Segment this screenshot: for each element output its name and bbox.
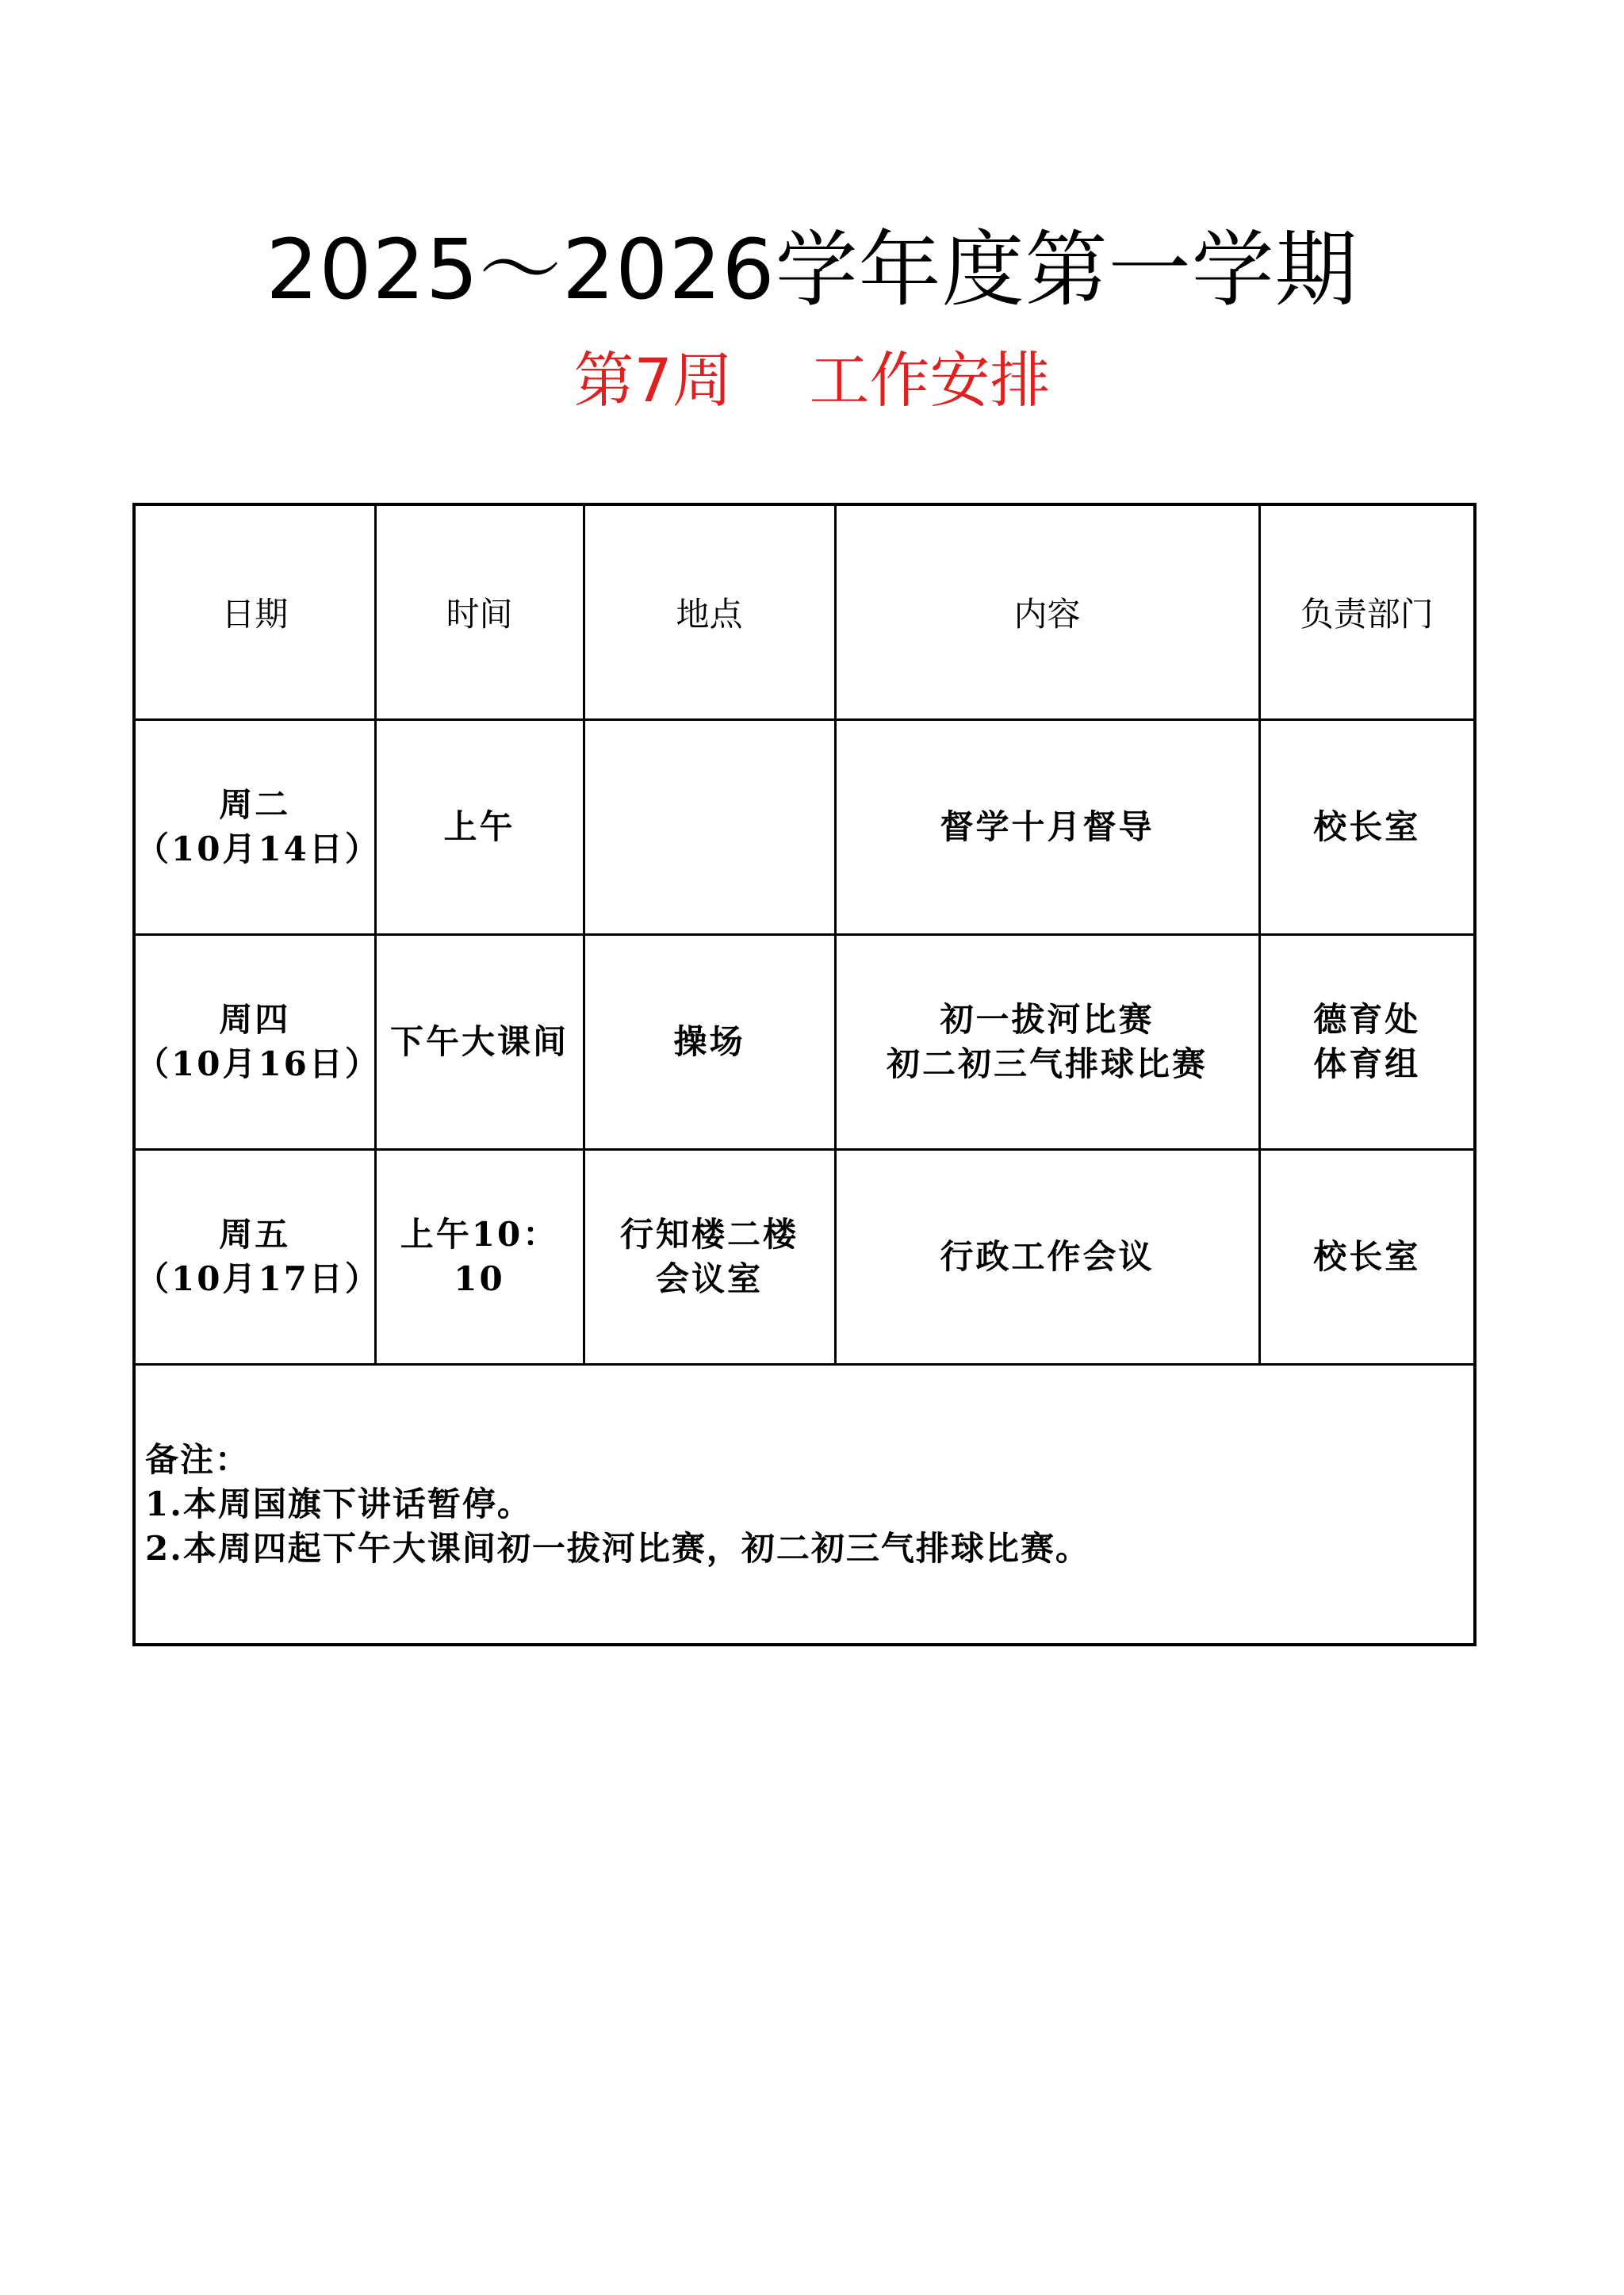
notes-item: 1.本周国旗下讲话暂停。 [145,1485,532,1523]
date-weekday: 周二 [219,785,291,824]
cell-place [584,720,835,935]
table-header-row [134,504,1475,720]
notes-heading: 备注： [145,1440,251,1479]
table-row [134,1150,1475,1365]
date-weekday: 周四 [219,1000,291,1039]
time-text: 上午10：10 [400,1215,559,1298]
cell-place [584,935,835,1150]
cell-dept [1259,935,1475,1150]
time-text: 上午 [443,807,515,846]
cell-dept [1259,1150,1475,1365]
table-row [134,935,1475,1150]
notes-item: 2.本周四起下午大课间初一拔河比赛，初二初三气排球比赛。 [145,1529,1090,1568]
document-title: 2025～2026学年度第一学期 [266,221,1358,318]
date-day: （10月17日） [136,1259,381,1298]
cell-content [835,720,1259,935]
notes-cell [134,1365,1475,1646]
cell-date [134,1150,381,1365]
time-text: 下午大课间 [389,1022,569,1061]
cell-time [375,1150,584,1365]
place-text: 行知楼二楼 [619,1215,799,1254]
cell-content [835,1150,1259,1365]
cell-time [375,720,584,935]
column-header-date: 日期 [134,504,375,720]
cell-dept [1259,720,1475,935]
notes-row [134,1365,1475,1646]
date-day: （10月14日） [136,829,381,868]
dept-text: 校长室 [1313,1237,1421,1276]
date-weekday: 周五 [219,1215,291,1254]
content-text: 初一拔河比赛 [940,1000,1155,1039]
content-text: 初二初三气排球比赛 [886,1044,1208,1083]
document-subtitle: 第7周 工作安排 [573,345,1051,416]
place-text: 会议室 [655,1259,763,1298]
schedule-table [132,503,1477,1646]
date-day: （10月16日） [136,1044,381,1083]
cell-content [835,935,1259,1150]
dept-text: 校长室 [1313,807,1421,846]
cell-date [134,720,381,935]
place-text: 操场 [673,1022,745,1061]
column-header-dept: 负责部门 [1259,504,1475,720]
cell-time [375,935,584,1150]
cell-date [134,935,381,1150]
table-row [134,720,1475,935]
column-header-time: 时间 [375,504,584,720]
column-header-content: 内容 [835,504,1259,720]
cell-place [584,1150,835,1365]
content-text: 行政工作会议 [940,1237,1155,1276]
content-text: 督学十月督导 [940,807,1155,846]
dept-text: 体育组 [1313,1044,1421,1083]
column-header-place: 地点 [584,504,835,720]
dept-text: 德育处 [1313,1000,1421,1039]
